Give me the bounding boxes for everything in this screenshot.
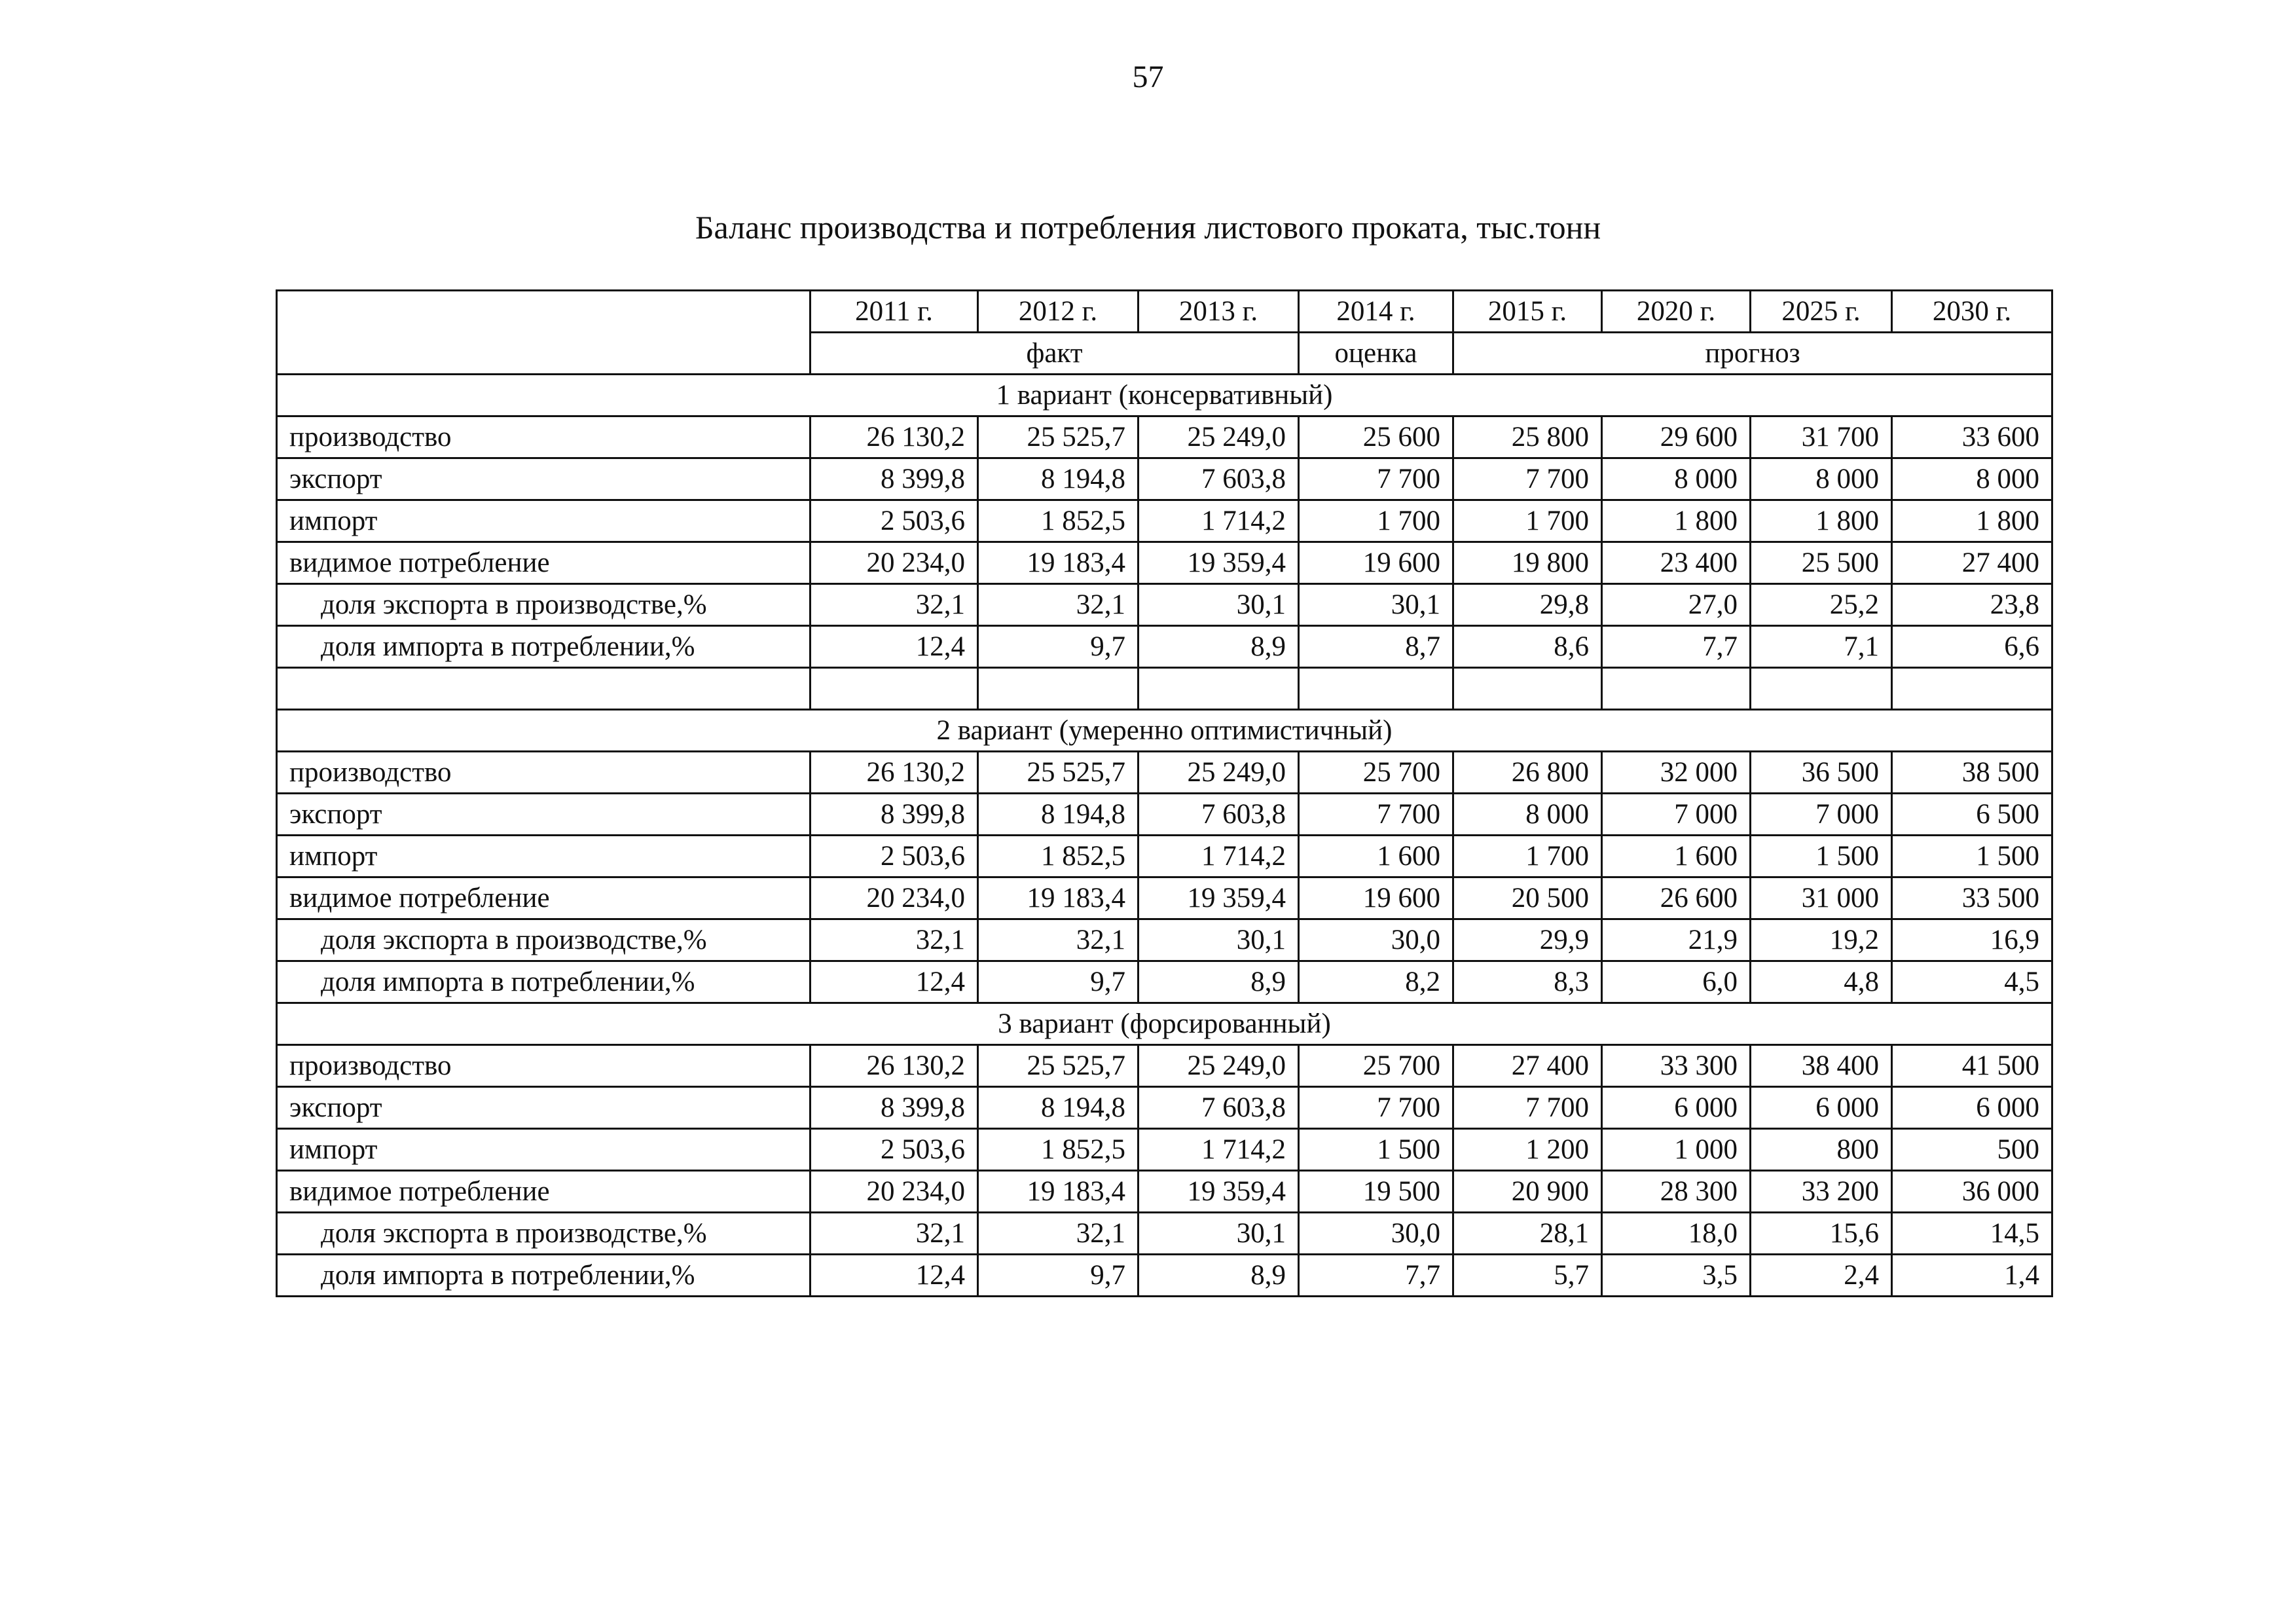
value-cell: 32,1: [978, 919, 1139, 961]
year-header-cell: 2012 г.: [978, 291, 1139, 333]
value-cell: 26 130,2: [811, 752, 978, 794]
value-cell: 1 700: [1299, 500, 1453, 542]
value-cell: 1 714,2: [1139, 500, 1299, 542]
section-title-row: [277, 1003, 2052, 1045]
value-cell: 19 183,4: [978, 877, 1139, 919]
table-row: [277, 1213, 2052, 1255]
value-cell: 29,8: [1453, 584, 1602, 626]
value-cell: 1 500: [1751, 836, 1892, 877]
value-cell: 15,6: [1751, 1213, 1892, 1255]
value-cell: 19 800: [1453, 542, 1602, 584]
value-cell: 2 503,6: [811, 500, 978, 542]
value-cell: 19,2: [1751, 919, 1892, 961]
value-cell: 19 359,4: [1139, 877, 1299, 919]
value-cell: 26 130,2: [811, 1045, 978, 1087]
value-cell: 19 183,4: [978, 542, 1139, 584]
value-cell: 30,0: [1299, 1213, 1453, 1255]
table-row: [277, 500, 2052, 542]
group-header-cell: прогноз: [1453, 333, 2052, 375]
blank-cell: [811, 668, 978, 710]
year-header-cell: 2015 г.: [1453, 291, 1602, 333]
value-cell: 8,2: [1299, 961, 1453, 1003]
value-cell: 27,0: [1602, 584, 1751, 626]
section-title-cell: 3 вариант (форсированный): [277, 1003, 2052, 1045]
value-cell: 1 000: [1602, 1129, 1751, 1171]
table-row: [277, 1171, 2052, 1213]
value-cell: 2,4: [1751, 1255, 1892, 1297]
group-header-cell: оценка: [1299, 333, 1453, 375]
value-cell: 8,3: [1453, 961, 1602, 1003]
value-cell: 1 800: [1751, 500, 1892, 542]
blank-cell: [1453, 668, 1602, 710]
value-cell: 9,7: [978, 961, 1139, 1003]
year-header-cell: 2030 г.: [1892, 291, 2052, 333]
blank-cell: [1751, 668, 1892, 710]
table-row: [277, 584, 2052, 626]
blank-cell: [1892, 668, 2052, 710]
year-header-cell: 2014 г.: [1299, 291, 1453, 333]
table-row: [277, 1087, 2052, 1129]
row-label-cell: доля импорта в потреблении,%: [277, 961, 811, 1003]
value-cell: 7 700: [1453, 1087, 1602, 1129]
table-row: [277, 752, 2052, 794]
value-cell: 14,5: [1892, 1213, 2052, 1255]
table-row: [277, 1129, 2052, 1171]
value-cell: 1 800: [1892, 500, 2052, 542]
value-cell: 38 400: [1751, 1045, 1892, 1087]
value-cell: 1 500: [1299, 1129, 1453, 1171]
row-label-cell: видимое потребление: [277, 1171, 811, 1213]
table-row: [277, 877, 2052, 919]
value-cell: 7 700: [1453, 458, 1602, 500]
value-cell: 9,7: [978, 1255, 1139, 1297]
value-cell: 3,5: [1602, 1255, 1751, 1297]
value-cell: 30,0: [1299, 919, 1453, 961]
value-cell: 7 603,8: [1139, 794, 1299, 836]
value-cell: 8,7: [1299, 626, 1453, 668]
value-cell: 25 600: [1299, 416, 1453, 458]
value-cell: 33 200: [1751, 1171, 1892, 1213]
value-cell: 6 000: [1602, 1087, 1751, 1129]
value-cell: 6 500: [1892, 794, 2052, 836]
value-cell: 19 359,4: [1139, 542, 1299, 584]
value-cell: 7,1: [1751, 626, 1892, 668]
value-cell: 1 700: [1453, 500, 1602, 542]
value-cell: 1 714,2: [1139, 1129, 1299, 1171]
value-cell: 8 194,8: [978, 458, 1139, 500]
value-cell: 7 603,8: [1139, 458, 1299, 500]
value-cell: 38 500: [1892, 752, 2052, 794]
row-label-cell: производство: [277, 1045, 811, 1087]
value-cell: 25 525,7: [978, 752, 1139, 794]
value-cell: 32,1: [978, 584, 1139, 626]
table-row: [277, 416, 2052, 458]
row-label-cell: экспорт: [277, 794, 811, 836]
table-row: [277, 961, 2052, 1003]
value-cell: 8 399,8: [811, 794, 978, 836]
value-cell: 36 000: [1892, 1171, 2052, 1213]
value-cell: 7,7: [1602, 626, 1751, 668]
value-cell: 20 900: [1453, 1171, 1602, 1213]
value-cell: 6,0: [1602, 961, 1751, 1003]
value-cell: 21,9: [1602, 919, 1751, 961]
value-cell: 1 200: [1453, 1129, 1602, 1171]
value-cell: 33 600: [1892, 416, 2052, 458]
value-cell: 7 000: [1602, 794, 1751, 836]
value-cell: 31 000: [1751, 877, 1892, 919]
value-cell: 27 400: [1453, 1045, 1602, 1087]
row-label-cell: производство: [277, 752, 811, 794]
value-cell: 7 700: [1299, 794, 1453, 836]
value-cell: 25 500: [1751, 542, 1892, 584]
table-row: [277, 794, 2052, 836]
value-cell: 29,9: [1453, 919, 1602, 961]
value-cell: 26 130,2: [811, 416, 978, 458]
value-cell: 2 503,6: [811, 836, 978, 877]
value-cell: 19 500: [1299, 1171, 1453, 1213]
row-label-cell: экспорт: [277, 1087, 811, 1129]
value-cell: 29 600: [1602, 416, 1751, 458]
value-cell: 1 714,2: [1139, 836, 1299, 877]
blank-cell: [1602, 668, 1751, 710]
value-cell: 12,4: [811, 1255, 978, 1297]
row-label-cell: импорт: [277, 836, 811, 877]
row-label-cell: видимое потребление: [277, 877, 811, 919]
value-cell: 20 500: [1453, 877, 1602, 919]
value-cell: 36 500: [1751, 752, 1892, 794]
value-cell: 8,9: [1139, 961, 1299, 1003]
table-row: [277, 1045, 2052, 1087]
value-cell: 25 525,7: [978, 416, 1139, 458]
value-cell: 7 700: [1299, 1087, 1453, 1129]
header-corner-cell: [277, 291, 811, 375]
header-row-years: [277, 291, 2052, 333]
value-cell: 18,0: [1602, 1213, 1751, 1255]
balance-table: [276, 289, 2053, 1297]
value-cell: 20 234,0: [811, 1171, 978, 1213]
value-cell: 25 700: [1299, 1045, 1453, 1087]
value-cell: 19 359,4: [1139, 1171, 1299, 1213]
value-cell: 32,1: [811, 1213, 978, 1255]
value-cell: 19 600: [1299, 877, 1453, 919]
value-cell: 30,1: [1139, 1213, 1299, 1255]
value-cell: 27 400: [1892, 542, 2052, 584]
value-cell: 33 500: [1892, 877, 2052, 919]
value-cell: 7,7: [1299, 1255, 1453, 1297]
value-cell: 7 000: [1751, 794, 1892, 836]
value-cell: 9,7: [978, 626, 1139, 668]
value-cell: 1 852,5: [978, 836, 1139, 877]
value-cell: 1 852,5: [978, 1129, 1139, 1171]
row-label-cell: доля экспорта в производстве,%: [277, 919, 811, 961]
year-header-cell: 2013 г.: [1139, 291, 1299, 333]
value-cell: 12,4: [811, 961, 978, 1003]
value-cell: 8 194,8: [978, 794, 1139, 836]
value-cell: 1 600: [1299, 836, 1453, 877]
value-cell: 8,9: [1139, 1255, 1299, 1297]
value-cell: 25 249,0: [1139, 416, 1299, 458]
value-cell: 6,6: [1892, 626, 2052, 668]
value-cell: 1 600: [1602, 836, 1751, 877]
value-cell: 1 500: [1892, 836, 2052, 877]
year-header-cell: 2011 г.: [811, 291, 978, 333]
blank-cell: [1139, 668, 1299, 710]
value-cell: 26 800: [1453, 752, 1602, 794]
value-cell: 30,1: [1299, 584, 1453, 626]
value-cell: 8 000: [1453, 794, 1602, 836]
table-body: [277, 291, 2052, 1297]
group-header-cell: факт: [811, 333, 1299, 375]
value-cell: 8 000: [1892, 458, 2052, 500]
blank-cell: [277, 668, 811, 710]
value-cell: 32 000: [1602, 752, 1751, 794]
value-cell: 20 234,0: [811, 542, 978, 584]
value-cell: 500: [1892, 1129, 2052, 1171]
row-label-cell: производство: [277, 416, 811, 458]
value-cell: 32,1: [811, 584, 978, 626]
value-cell: 8 000: [1602, 458, 1751, 500]
value-cell: 30,1: [1139, 584, 1299, 626]
value-cell: 32,1: [978, 1213, 1139, 1255]
value-cell: 28 300: [1602, 1171, 1751, 1213]
value-cell: 7 700: [1299, 458, 1453, 500]
blank-row: [277, 668, 2052, 710]
table-row: [277, 542, 2052, 584]
value-cell: 26 600: [1602, 877, 1751, 919]
section-title-cell: 1 вариант (консервативный): [277, 375, 2052, 416]
value-cell: 33 300: [1602, 1045, 1751, 1087]
row-label-cell: доля импорта в потреблении,%: [277, 1255, 811, 1297]
value-cell: 5,7: [1453, 1255, 1602, 1297]
value-cell: 12,4: [811, 626, 978, 668]
value-cell: 2 503,6: [811, 1129, 978, 1171]
row-label-cell: импорт: [277, 500, 811, 542]
year-header-cell: 2025 г.: [1751, 291, 1892, 333]
value-cell: 7 603,8: [1139, 1087, 1299, 1129]
section-title-row: [277, 375, 2052, 416]
table-row: [277, 836, 2052, 877]
row-label-cell: доля импорта в потреблении,%: [277, 626, 811, 668]
row-label-cell: импорт: [277, 1129, 811, 1171]
value-cell: 20 234,0: [811, 877, 978, 919]
table-row: [277, 1255, 2052, 1297]
value-cell: 8 399,8: [811, 458, 978, 500]
value-cell: 23,8: [1892, 584, 2052, 626]
value-cell: 16,9: [1892, 919, 2052, 961]
value-cell: 19 600: [1299, 542, 1453, 584]
section-title-row: [277, 710, 2052, 752]
blank-cell: [1299, 668, 1453, 710]
value-cell: 19 183,4: [978, 1171, 1139, 1213]
value-cell: 8 000: [1751, 458, 1892, 500]
value-cell: 1 700: [1453, 836, 1602, 877]
table-row: [277, 626, 2052, 668]
table-row: [277, 458, 2052, 500]
blank-cell: [978, 668, 1139, 710]
row-label-cell: экспорт: [277, 458, 811, 500]
value-cell: 1,4: [1892, 1255, 2052, 1297]
row-label-cell: видимое потребление: [277, 542, 811, 584]
value-cell: 25 249,0: [1139, 1045, 1299, 1087]
value-cell: 25,2: [1751, 584, 1892, 626]
value-cell: 25 249,0: [1139, 752, 1299, 794]
value-cell: 32,1: [811, 919, 978, 961]
value-cell: 28,1: [1453, 1213, 1602, 1255]
value-cell: 6 000: [1751, 1087, 1892, 1129]
value-cell: 25 700: [1299, 752, 1453, 794]
row-label-cell: доля экспорта в производстве,%: [277, 584, 811, 626]
value-cell: 8,6: [1453, 626, 1602, 668]
value-cell: 25 800: [1453, 416, 1602, 458]
page-title: Баланс производства и потребления листового проката, тыс.тонн: [695, 209, 1601, 246]
value-cell: 41 500: [1892, 1045, 2052, 1087]
value-cell: 800: [1751, 1129, 1892, 1171]
value-cell: 1 852,5: [978, 500, 1139, 542]
section-title-cell: 2 вариант (умеренно оптимистичный): [277, 710, 2052, 752]
value-cell: 6 000: [1892, 1087, 2052, 1129]
value-cell: 31 700: [1751, 416, 1892, 458]
page-number: 57: [1132, 60, 1164, 94]
value-cell: 8 399,8: [811, 1087, 978, 1129]
value-cell: 25 525,7: [978, 1045, 1139, 1087]
year-header-cell: 2020 г.: [1602, 291, 1751, 333]
row-label-cell: доля экспорта в производстве,%: [277, 1213, 811, 1255]
value-cell: 4,8: [1751, 961, 1892, 1003]
value-cell: 8 194,8: [978, 1087, 1139, 1129]
value-cell: 1 800: [1602, 500, 1751, 542]
value-cell: 8,9: [1139, 626, 1299, 668]
value-cell: 23 400: [1602, 542, 1751, 584]
table-row: [277, 919, 2052, 961]
value-cell: 4,5: [1892, 961, 2052, 1003]
value-cell: 30,1: [1139, 919, 1299, 961]
